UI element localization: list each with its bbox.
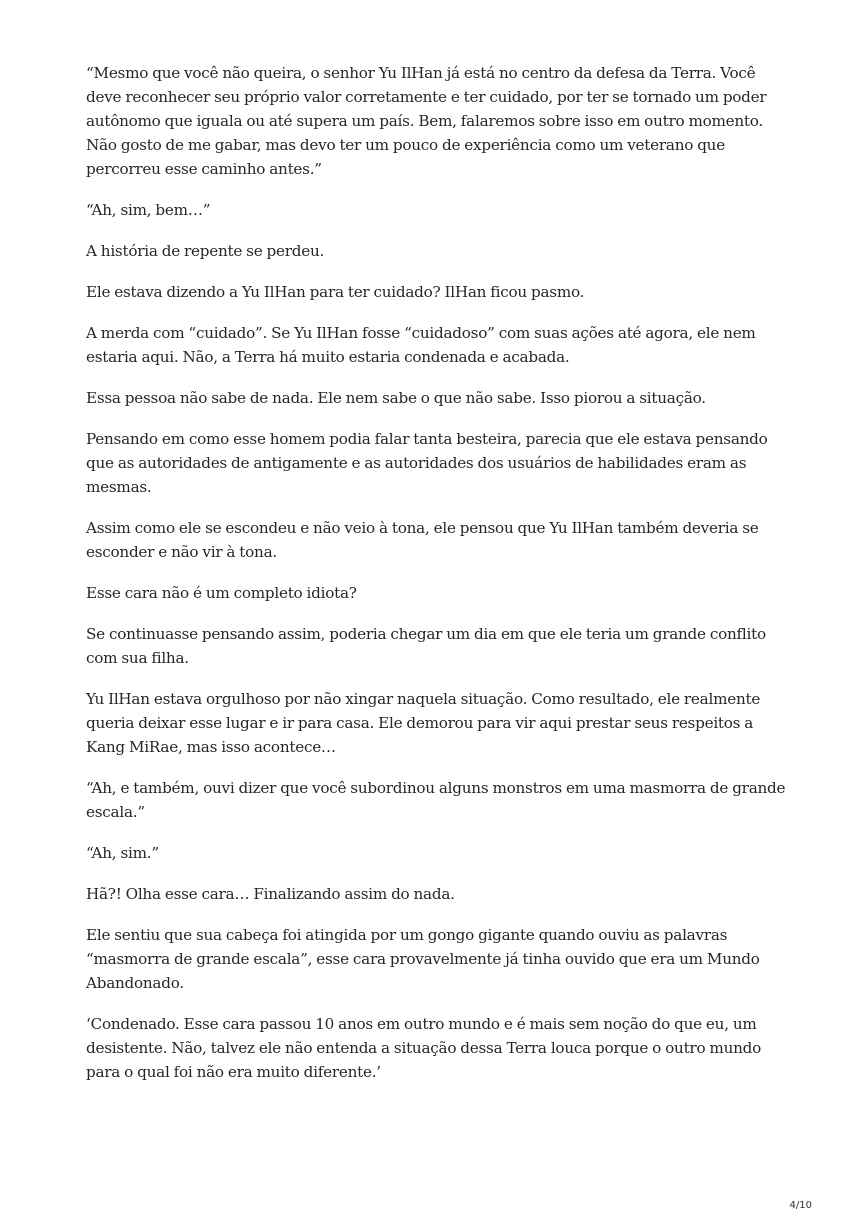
paragraph: A história de repente se perdeu.	[86, 242, 325, 260]
paragraph: Assim como ele se escondeu e não veio à tona, ele pensou que Yu IlHan também deveria se esconder e não vir à tona.	[86, 519, 759, 561]
paragraph: Yu IlHan estava orgulhoso por não xingar naquela situação. Como resultado, ele realmente queria deixar esse lugar e ir para casa. Ele demorou para vir aqui prestar seus respeitos a Kang MiRae, mas isso acontece…	[86, 690, 761, 756]
paragraph: Hã?! Olha esse cara… Finalizando assim do nada.	[86, 885, 455, 903]
paragraph: Ele sentiu que sua cabeça foi atingida por um gongo gigante quando ouviu as palavras “masmorra de grande escala”, esse cara provavelmente já tinha ouvido que era um Mundo Abandonado.	[86, 926, 760, 992]
paragraph: “Mesmo que você não queira, o senhor Yu IlHan já está no centro da defesa da Terra. Você deve reconhecer seu próprio valor corretamente e ter cuidado, por ter se tornado um poder autônomo que iguala ou até supera um país. Bem, falaremos sobre isso em outro momento. Não gosto de me gabar, mas devo ter um pouco de experiência como um veterano que percorreu esse caminho antes.”	[86, 64, 767, 178]
paragraph: Se continuasse pensando assim, poderia chegar um dia em que ele teria um grande conflito com sua filha.	[86, 625, 766, 667]
paragraph: Esse cara não é um completo idiota?	[86, 584, 357, 602]
paragraph: A merda com “cuidado”. Se Yu IlHan fosse “cuidadoso” com suas ações até agora, ele nem estaria aqui. Não, a Terra há muito estaria condenada e acabada.	[86, 324, 756, 366]
document-body	[86, 61, 786, 1101]
paragraph: “Ah, sim, bem…”	[86, 201, 211, 219]
paragraph: Pensando em como esse homem podia falar tanta besteira, parecia que ele estava pensando que as autoridades de antigamente e as autoridades dos usuários de habilidades eram as mesmas.	[86, 430, 768, 496]
paragraph: “Ah, e também, ouvi dizer que você subordinou alguns monstros em uma masmorra de grande escala.”	[86, 779, 786, 821]
paragraph: Essa pessoa não sabe de nada. Ele nem sabe o que não sabe. Isso piorou a situação.	[86, 389, 706, 407]
paragraph: Ele estava dizendo a Yu IlHan para ter cuidado? IlHan ficou pasmo.	[86, 283, 585, 301]
paragraph: ‘Condenado. Esse cara passou 10 anos em outro mundo e é mais sem noção do que eu, um desistente. Não, talvez ele não entenda a situação dessa Terra louca porque o outro mundo para o qual foi não era muito diferente.’	[86, 1015, 761, 1081]
paragraph: “Ah, sim.”	[86, 844, 159, 862]
page-number: 4/10	[789, 1200, 812, 1211]
